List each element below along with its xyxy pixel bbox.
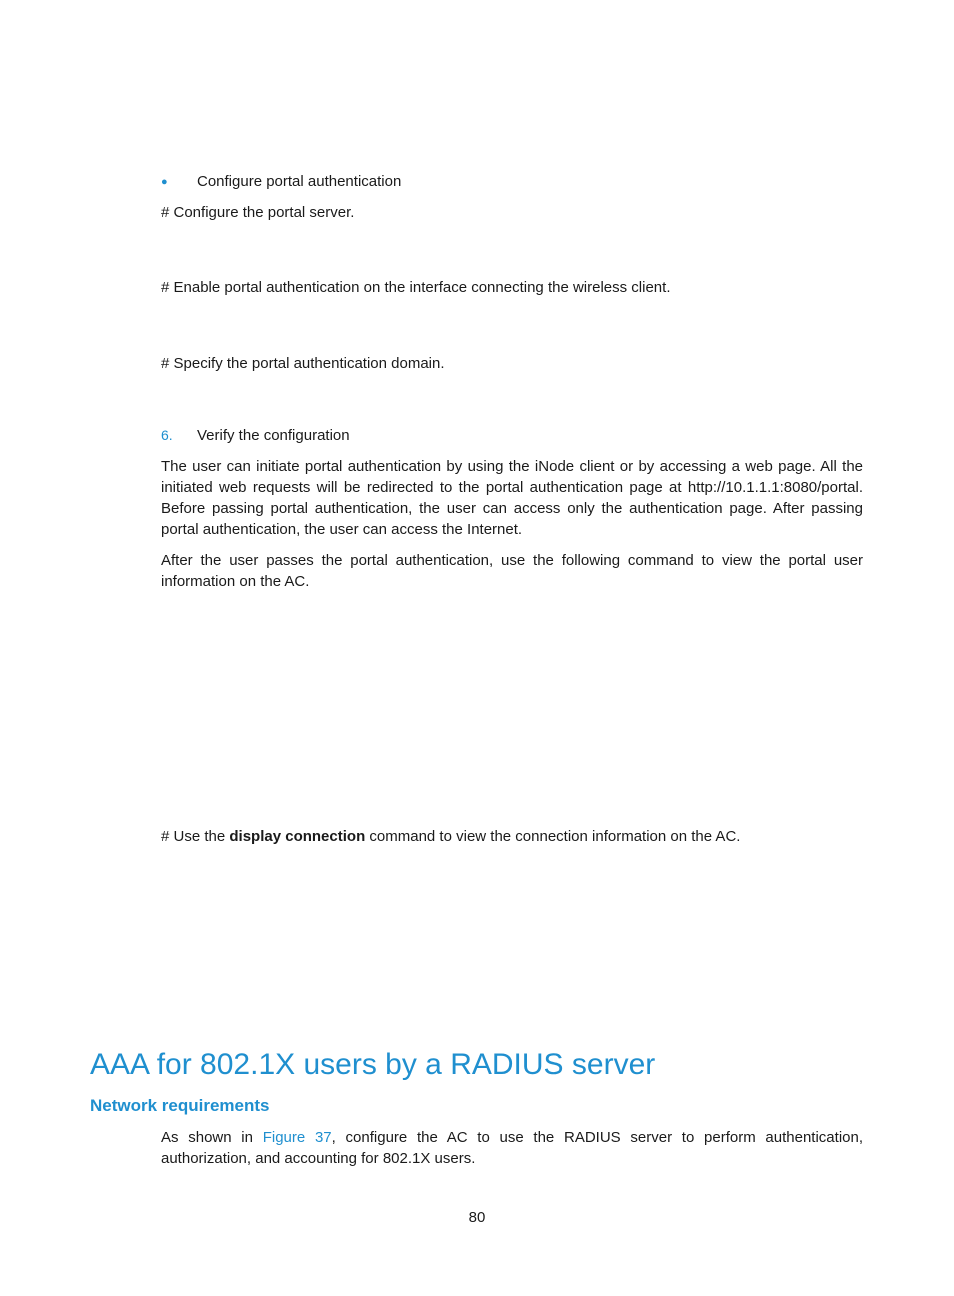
- verify-paragraph-1: The user can initiate portal authentication by using the iNode client or by accessing a web page. All the initiated web requests will be redirected to the portal authentication page at http://10.1.1.1:8080/portal. Before passing portal authentication, the user can access only the authentication page. After passing portal authentication, the user can access the Internet.: [161, 458, 863, 538]
- bullet-dot: ●: [161, 176, 168, 188]
- requirements-paragraph: [161, 1127, 863, 1169]
- display-connection-comment: [161, 826, 740, 847]
- comment-enable-portal: # Enable portal authentication on the interface connecting the wireless client.: [161, 279, 671, 296]
- req-post: , configure the AC to use the RADIUS server to perform authentication, authorization, and accounting for 802.1X users.: [161, 1129, 864, 1167]
- step-label: Verify the configuration: [197, 427, 350, 444]
- step-number: 6.: [161, 427, 173, 443]
- section-subheading: Network requirements: [90, 1096, 270, 1115]
- bullet-text: Configure portal authentication: [197, 173, 402, 190]
- display-pre: # Use the: [161, 828, 230, 845]
- verify-paragraph-2: After the user passes the portal authentication, use the following command to view the portal user information on the AC.: [161, 552, 863, 590]
- display-command: display connection: [229, 828, 366, 845]
- display-post: command to view the connection information on the AC.: [365, 828, 741, 845]
- comment-configure-portal-server: # Configure the portal server.: [161, 204, 355, 221]
- comment-specify-domain: # Specify the portal authentication domain.: [161, 355, 445, 372]
- section-heading: AAA for 802.1X users by a RADIUS server: [90, 1048, 656, 1081]
- figure-link[interactable]: Figure 37: [262, 1129, 332, 1146]
- req-pre: As shown in: [161, 1129, 263, 1146]
- page-number: 80: [468, 1209, 486, 1226]
